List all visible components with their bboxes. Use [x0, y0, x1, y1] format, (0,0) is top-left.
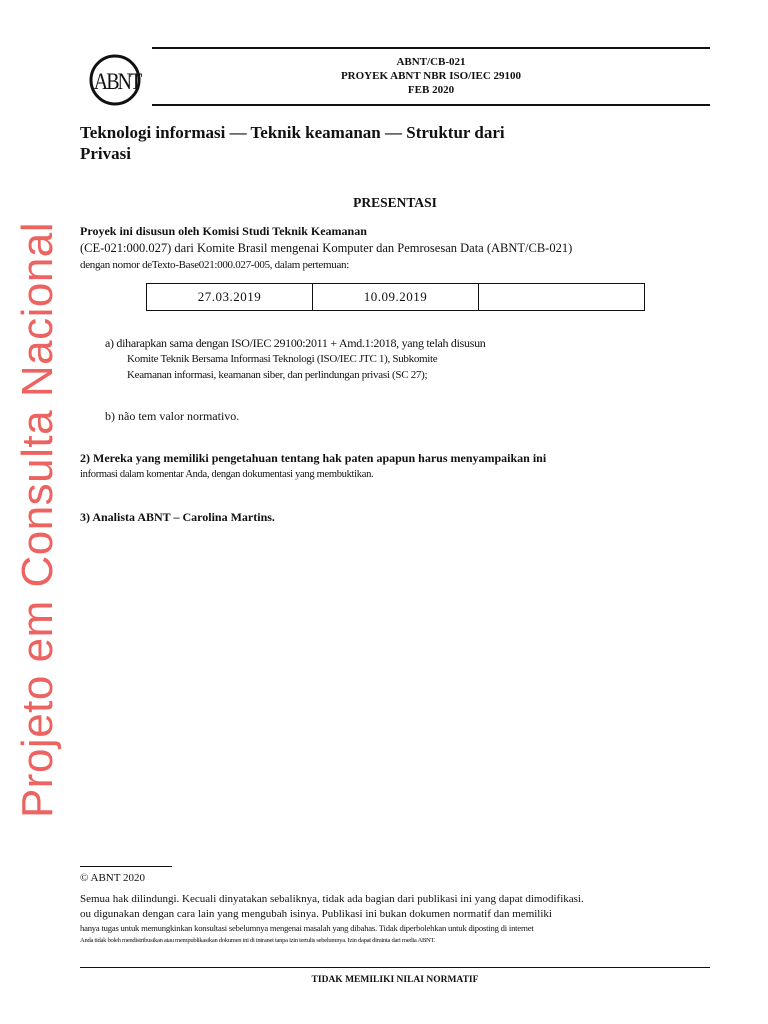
presentation-heading: PRESENTASI	[353, 195, 437, 210]
footnote-line-4: Anda tidak boleh mendistribusikan atau mempublikasikan dokumen ini di intranet tanpa izin tertulis sebelumnya. Izin dapat diminta dari media ABNT.	[80, 937, 436, 944]
table-row	[147, 284, 645, 311]
intro-bold-line: Proyek ini disusun oleh Komisi Studi Teknik Keamanan	[80, 224, 367, 238]
header-top-rule	[152, 47, 710, 49]
header-code: ABNT/CB-021	[396, 56, 466, 68]
meeting-date-cell: 10.09.2019	[313, 284, 479, 311]
intro-line-3: dengan nomor deTexto-Base021:000.027-005, dalam pertemuan:	[80, 259, 349, 271]
footnote-line-2: ou digunakan dengan cara lain yang mengubah isinya. Publikasi ini bukan dokumen normatif dan memiliki	[80, 908, 552, 920]
meeting-date-cell	[479, 284, 645, 311]
item-2-bold-line: 2) Mereka yang memiliki pengetahuan tentang hak paten apapun harus menyampaikan ini	[80, 451, 547, 465]
item-2-line-2: informasi dalam komentar Anda, dengan dokumentasi yang membuktikan.	[80, 469, 374, 480]
footnote-rule	[80, 866, 172, 867]
meeting-dates-table	[146, 283, 645, 311]
consultation-watermark: Projeto em Consulta Nacional	[13, 221, 62, 819]
title-line-2: Privasi	[80, 144, 131, 163]
document-header	[152, 55, 710, 97]
footnote-line-3: hanya tugas untuk memungkinkan konsultasi sebelumnya mengenai masalah yang dibahas. Tidak diperbolehkan untuk diposting di internet	[80, 923, 534, 933]
meeting-date-cell: 27.03.2019	[147, 284, 313, 311]
document-title	[80, 122, 560, 164]
abnt-logo	[88, 52, 146, 108]
item-3: 3) Analista ABNT – Carolina Martins.	[80, 510, 275, 524]
footnote-line-1: Semua hak dilindungi. Kecuali dinyatakan sebaliknya, tidak ada bagian dari publikasi ini yang dapat dimodifikasi.	[80, 893, 584, 905]
logo-text: ABNT	[93, 68, 141, 95]
item-a-line-2: Komite Teknik Bersama Informasi Teknologi (ISO/IEC JTC 1), Subkomite	[127, 353, 438, 365]
header-bottom-rule	[152, 104, 710, 106]
item-b: b) não tem valor normativo.	[105, 409, 240, 423]
header-date: FEB 2020	[407, 84, 455, 96]
item-a-line-1: a) diharapkan sama dengan ISO/IEC 29100:2011 + Amd.1:2018, yang telah disusun	[105, 336, 486, 350]
copyright: © ABNT 2020	[80, 872, 145, 884]
footer-rule	[80, 967, 710, 968]
title-line-1: Teknologi informasi — Teknik keamanan — Struktur dari	[80, 123, 505, 142]
header-project: PROYEK ABNT NBR ISO/IEC 29100	[340, 70, 522, 82]
footer-text: TIDAK MEMILIKI NILAI NORMATIF	[311, 975, 479, 985]
item-a-line-3: Keamanan informasi, keamanan siber, dan perlindungan privasi (SC 27);	[127, 369, 428, 381]
intro-line-2: (CE-021:000.027) dari Komite Brasil mengenai Komputer dan Pemrosesan Data (ABNT/CB-021)	[80, 241, 573, 255]
